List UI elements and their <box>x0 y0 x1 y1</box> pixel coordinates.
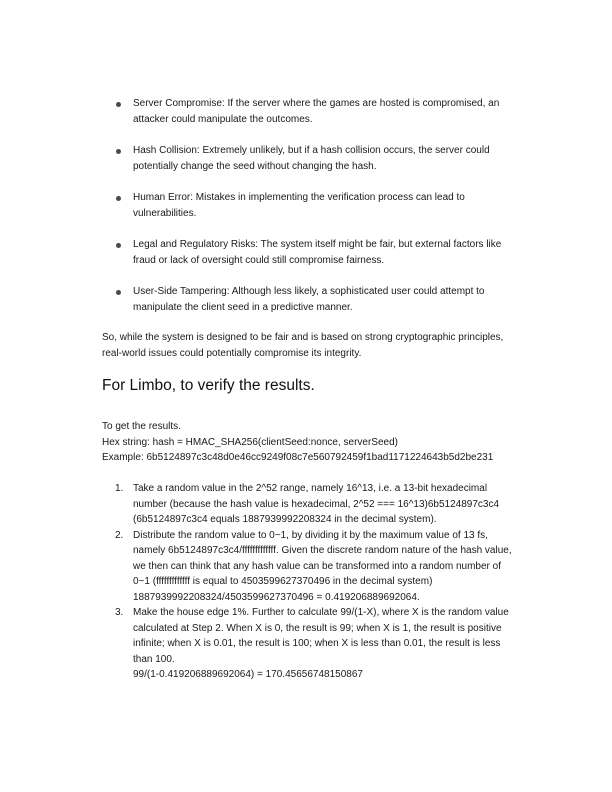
bullet-icon <box>116 149 121 154</box>
intro-line: To get the results. <box>102 421 181 432</box>
step-number: 2. <box>115 529 124 541</box>
step-formula: 99/(1-0.419206889692064) = 170.45656748150867 <box>133 669 363 680</box>
steps-list <box>102 481 512 683</box>
step-item <box>102 481 512 528</box>
list-item-text: Server Compromise: If the server where the games are hosted is compromised, an attacker could manipulate the outcomes. <box>133 98 500 125</box>
risk-list <box>116 96 512 331</box>
step-text: Take a random value in the 2^52 range, namely 16^13, i.e. a 13-bit hexadecimal number (because the hash value is hexadecimal, 2^52 === 16^13)6b5124897c3c4 (6b5124897c3c4 equals 1887939992208324 in the decimal system). <box>133 483 500 525</box>
list-item <box>116 190 512 221</box>
list-item <box>116 96 512 127</box>
bullet-icon <box>116 196 121 201</box>
list-item-text: Human Error: Mistakes in implementing the verification process can lead to vulnerabilities. <box>133 192 465 219</box>
list-item <box>116 237 512 268</box>
step-item <box>102 528 512 606</box>
bullet-icon <box>116 290 121 295</box>
step-number: 1. <box>115 483 124 494</box>
list-item-text: User-Side Tampering: Although less likely, a sophisticated user could attempt to manipulate the client seed in a predictive manner. <box>133 286 485 313</box>
bullet-icon <box>116 102 121 107</box>
step-number: 3. <box>115 607 124 618</box>
step-text: Distribute the random value to 0~1, by dividing it by the maximum value of 13 fs, namely 6b5124897c3c4/fffffffffffff. Given the discrete random nature of the hash value, we then can think that any hash value can be transformed into a random number of 0~1 (fffffffffffff is equal to 4503599627370496 in the decimal system) 1887939992208324/4503599627370496 = 0.419206889692064. <box>133 529 512 603</box>
list-item-text: Hash Collision: Extremely unlikely, but if a hash collision occurs, the server could potentially change the seed without changing the hash. <box>133 145 490 172</box>
list-item-text: Legal and Regulatory Risks: The system itself might be fair, but external factors like fraud or lack of oversight could still compromise fairness. <box>133 239 502 266</box>
step-text: Make the house edge 1%. Further to calculate 99/(1-X), where X is the random value calculated at Step 2. When X is 0, the result is 99; when X is 1, the result is positive infinite; when X is 0.01, the result is 100; when X is less than 0.01, the result is less than 100. <box>133 607 509 665</box>
example-line: Example: 6b5124897c3c48d0e46cc9249f08c7e560792459f1bad1171224643b5d2be231 <box>102 452 494 463</box>
list-item <box>116 284 512 315</box>
intro-block <box>102 419 522 466</box>
step-item <box>102 605 512 683</box>
list-item <box>116 143 512 174</box>
bullet-icon <box>116 243 121 248</box>
hex-string-line: Hex string: hash = HMAC_SHA256(clientSeed:nonce, serverSeed) <box>102 436 398 448</box>
summary-paragraph: So, while the system is designed to be fair and is based on strong cryptographic principles, real-world issues could potentially compromise its integrity. <box>102 332 504 359</box>
section-heading: For Limbo, to verify the results. <box>102 377 315 394</box>
